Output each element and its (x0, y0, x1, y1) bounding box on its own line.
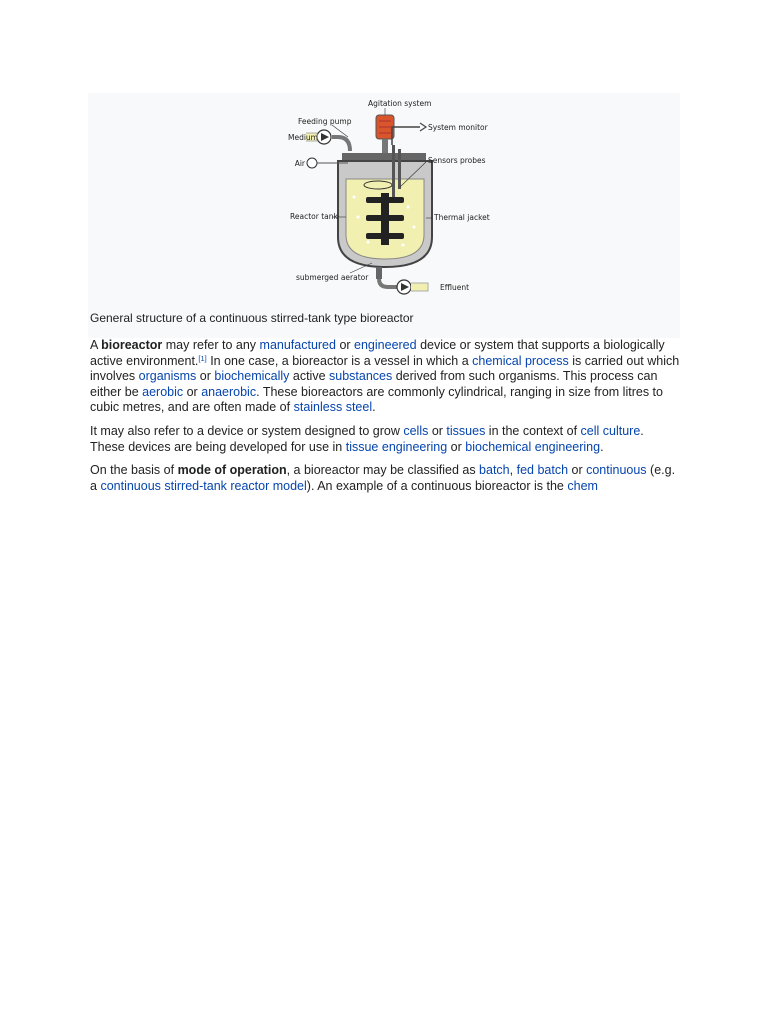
bioreactor-diagram[interactable] (288, 97, 548, 302)
text: in the context of (485, 423, 581, 438)
figure-box (88, 93, 680, 338)
text: , (509, 463, 517, 478)
label-agitation-system: Agitation system (368, 99, 432, 108)
term-bioreactor: bioreactor (101, 338, 163, 352)
label-submerged-aerator: submerged aerator (296, 273, 369, 282)
paragraph-mode-of-operation (90, 463, 680, 494)
text: . These bioreactors are commonly cylindrical, ranging in size from litres to cubic metres, and are often made of (90, 384, 663, 415)
link-substances[interactable]: substances (329, 369, 393, 384)
label-sensors-probes: Sensors probes (428, 156, 486, 165)
link-cell-culture[interactable]: cell culture (580, 423, 641, 438)
text: . (372, 400, 376, 415)
label-effluent: Effluent (440, 283, 470, 292)
article-body (90, 338, 680, 502)
text: or (568, 463, 587, 478)
link-organisms[interactable]: organisms (138, 369, 197, 384)
text: or (196, 369, 215, 384)
link-anaerobic[interactable]: anaerobic (201, 384, 257, 399)
link-chemical-process[interactable]: chemical process (472, 353, 569, 368)
text: A (90, 338, 102, 352)
paragraph-intro (90, 338, 680, 416)
label-thermal-jacket: Thermal jacket (434, 213, 490, 222)
text: In one case, a bioreactor is a vessel in which a (206, 353, 473, 368)
text: (e.g. a (90, 463, 676, 493)
text: or (428, 423, 447, 438)
text: derived from such organisms. This process can either be (90, 369, 658, 399)
text: active (289, 369, 330, 384)
text: . (600, 439, 604, 454)
paragraph-cell-culture (90, 424, 680, 455)
text: or (447, 439, 466, 454)
link-cells[interactable]: cells (403, 423, 429, 438)
link-batch[interactable]: batch (479, 463, 510, 478)
link-chem[interactable]: chem (567, 478, 598, 493)
link-aerobic[interactable]: aerobic (142, 384, 184, 399)
link-biochemical-engineering[interactable]: biochemical engineering (465, 439, 601, 454)
label-air: Air (294, 159, 305, 168)
text: may refer to any (162, 338, 260, 352)
text: or (183, 384, 202, 399)
link-continuous[interactable]: continuous (586, 463, 647, 478)
text: ). An example of a continuous bioreactor is the (306, 478, 568, 493)
sensor-probe (392, 145, 395, 197)
text: , a bioreactor may be classified as (286, 463, 480, 478)
citation-1[interactable]: [1] (198, 353, 207, 363)
link-fed-batch[interactable]: fed batch (516, 463, 569, 478)
text: It may also refer to a device or system designed to grow (90, 423, 404, 438)
label-feeding-pump: Feeding pump (298, 117, 352, 126)
figure-caption: General structure of a continuous stirred-tank type bioreactor (90, 311, 414, 325)
label-reactor-tank: Reactor tank (290, 212, 338, 221)
term-mode-of-operation: mode of operation (177, 463, 287, 478)
text: is carried out which involves (90, 353, 680, 384)
text: . These devices are being developed for use in (90, 423, 644, 454)
link-engineered[interactable]: engineered (354, 338, 417, 352)
link-manufactured[interactable]: manufactured (259, 338, 336, 352)
reactor-lid (342, 153, 426, 161)
text: device or system that supports a biologically active environment. (90, 338, 665, 368)
link-tissue-engineering[interactable]: tissue engineering (345, 439, 448, 454)
link-tissues[interactable]: tissues (446, 423, 486, 438)
link-biochemically[interactable]: biochemically (214, 369, 290, 384)
label-system-monitor: System monitor (428, 123, 488, 132)
link-cstr-model[interactable]: continuous stirred-tank reactor model (100, 478, 307, 493)
label-medium: Medium (288, 133, 318, 142)
text: On the basis of (90, 463, 178, 478)
link-stainless-steel[interactable]: stainless steel (293, 400, 373, 415)
text: or (335, 338, 355, 352)
air-valve-icon (307, 158, 317, 168)
